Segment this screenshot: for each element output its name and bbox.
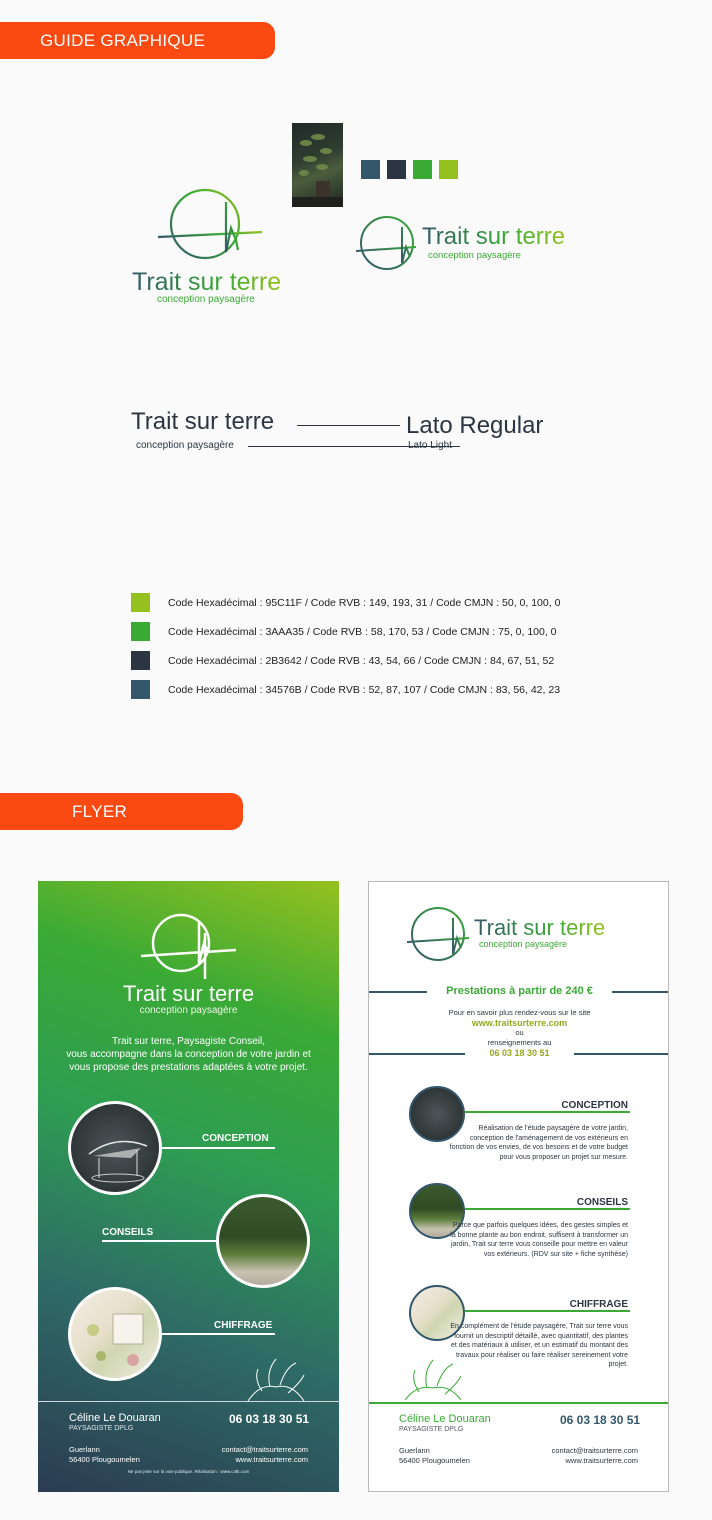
contact-name: Céline Le Douaran: [69, 1412, 161, 1424]
address-line: 56400 Plougoumelen: [69, 1455, 140, 1464]
service-line: [465, 1310, 630, 1312]
flyer-back: [368, 881, 669, 1492]
back-contact-address: [399, 1446, 470, 1466]
service-conseils: CONSEILS: [102, 1227, 154, 1238]
plant-photo: [292, 123, 343, 207]
contact-website: www.traitsurterre.com: [235, 1455, 308, 1464]
service-conception: CONCEPTION: [202, 1133, 269, 1144]
swatch-green: [413, 160, 432, 179]
logo-mark-small-icon: [356, 213, 422, 273]
info-phone: 06 03 18 30 51: [489, 1048, 550, 1058]
font-light-label: Lato Light: [408, 440, 452, 451]
color-square: [131, 651, 150, 670]
typo-brand-name: Trait sur terre: [131, 408, 275, 435]
price-text: Prestations à partir de 240 €: [446, 985, 593, 997]
flyer-intro: [56, 1035, 321, 1074]
swatch-blue: [361, 160, 380, 179]
service-line: [102, 1240, 216, 1242]
color-code-row: [131, 622, 560, 641]
back-service-conseils: CONSEILS: [576, 1197, 628, 1208]
service-line: [465, 1208, 630, 1210]
service-line: [465, 1111, 630, 1113]
contact-phone: 06 03 18 30 51: [229, 1412, 310, 1426]
logo-horizontal: [356, 213, 586, 273]
contact-web: [222, 1445, 308, 1465]
info-rule-right: [574, 1053, 669, 1055]
swatch-dark: [387, 160, 406, 179]
info-line: Pour en savoir plus rendez-vous sur le site: [448, 1008, 591, 1017]
color-code-text: Code Hexadécimal : 3AAA35 / Code RVB : 58, 170, 53 / Code CMJN : 75, 0, 100, 0: [168, 625, 557, 638]
footer-divider: [38, 1401, 339, 1402]
logo-brand-name: Trait sur terre: [132, 268, 282, 296]
color-code-text: Code Hexadécimal : 95C11F / Code RVB : 149, 193, 31 / Code CMJN : 50, 0, 100, 0: [168, 596, 561, 609]
back-brand-name: Trait sur terre: [474, 915, 606, 940]
plant-sketch-green-icon: [399, 1356, 469, 1402]
back-contact-phone: 06 03 18 30 51: [560, 1413, 641, 1427]
intro-line: vous propose des prestations adaptées à votre projet.: [69, 1062, 308, 1073]
flyer-front: [38, 881, 339, 1492]
logo-h-brand-name: Trait sur terre: [422, 223, 566, 250]
color-code-row: [131, 651, 560, 670]
legal-notice: Ne pas jeter sur la voie publique. Réalisation : www.c4tk.com: [127, 1469, 250, 1474]
intro-line: Trait sur terre, Paysagiste Conseil,: [111, 1036, 266, 1047]
logo-stacked: [128, 180, 298, 310]
contact-email: contact@traitsurterre.com: [551, 1446, 638, 1455]
color-code-row: [131, 593, 560, 612]
typography-spec: [0, 400, 712, 470]
color-code-text: Code Hexadécimal : 34576B / Code RVB : 52, 87, 107 / Code CMJN : 83, 56, 42, 23: [168, 683, 561, 696]
palette-swatches: [361, 160, 458, 179]
info-block: [369, 1008, 669, 1058]
flyer-back-logo-mark-icon: [407, 904, 473, 964]
flyer-tagline: conception paysagère: [139, 1005, 238, 1016]
service-line: [162, 1333, 275, 1335]
info-website: www.traitsurterre.com: [471, 1018, 568, 1028]
service-chiffrage: CHIFFRAGE: [214, 1320, 273, 1331]
font-regular-label: Lato Regular: [406, 412, 544, 439]
back-contact-name: Céline Le Douaran: [399, 1413, 491, 1425]
flyer-brand-name: Trait sur terre: [122, 981, 255, 1006]
address-line: Guerlann: [69, 1445, 100, 1454]
swatch-lime: [439, 160, 458, 179]
back-tagline: conception paysagère: [479, 939, 568, 949]
plant-sketch-icon: [240, 1353, 310, 1403]
color-square: [131, 622, 150, 641]
conception-image: [68, 1101, 162, 1195]
color-codes-list: [131, 593, 560, 709]
contact-role: PAYSAGISTE DPLG: [69, 1425, 134, 1432]
section-guide-graphique: GUIDE GRAPHIQUE: [0, 22, 275, 59]
contact-website: www.traitsurterre.com: [565, 1456, 638, 1465]
info-line: renseignements au: [487, 1038, 552, 1047]
color-code-row: [131, 680, 560, 699]
logo-h-tagline: conception paysagère: [428, 250, 521, 261]
contact-email: contact@traitsurterre.com: [221, 1445, 308, 1454]
back-contact-web: [552, 1446, 638, 1466]
section-flyer: FLYER: [0, 793, 243, 830]
conseils-image: [216, 1194, 310, 1288]
chiffrage-image: [68, 1287, 162, 1381]
color-square: [131, 680, 150, 699]
footer-divider: [369, 1402, 669, 1404]
contact-address: [69, 1445, 140, 1465]
logo-tagline: conception paysagère: [157, 294, 255, 305]
info-line: ou: [515, 1028, 524, 1037]
back-service-chiffrage: CHIFFRAGE: [569, 1299, 628, 1310]
address-line: 56400 Plougoumelen: [399, 1456, 470, 1465]
logo-mark-icon: [128, 180, 298, 270]
service-line: [162, 1147, 275, 1149]
typo-tagline: conception paysagère: [136, 440, 234, 451]
back-service-desc: Parce que parfois quelques idées, des gestes simples et la bonne plante au bon endroit, suffisent à transformer un jardin, Trait sur terre vous conseille pour mettre en valeur vos extérieurs. (RDV sur site + fiche synthèse): [450, 1222, 628, 1258]
color-square: [131, 593, 150, 612]
back-service-desc: En complément de l'étude paysagère, Trait sur terre vous fournit un descriptif détaillé, avec quantitatif, des plantes et des matériaux à utiliser, et un estimatif du montant des travaux pour réaliser ou faire réaliser sereinement votre projet.: [450, 1323, 628, 1368]
intro-line: vous accompagne dans la conception de votre jardin et: [66, 1049, 311, 1060]
typo-connector-line: [297, 425, 400, 426]
back-service-conception: CONCEPTION: [561, 1100, 628, 1111]
color-code-text: Code Hexadécimal : 2B3642 / Code RVB : 43, 54, 66 / Code CMJN : 84, 67, 51, 52: [168, 654, 555, 667]
back-contact-role: PAYSAGISTE DPLG: [399, 1426, 464, 1433]
back-service-desc: Réalisation de l'étude paysagère de votre jardin, conception de l'aménagement de vos extérieurs en fonction de vos envies, de vos besoins et de votre budget pour vous proposer un projet sur mesure.: [449, 1125, 628, 1161]
address-line: Guerlann: [399, 1446, 430, 1455]
info-rule-left: [369, 1053, 465, 1055]
